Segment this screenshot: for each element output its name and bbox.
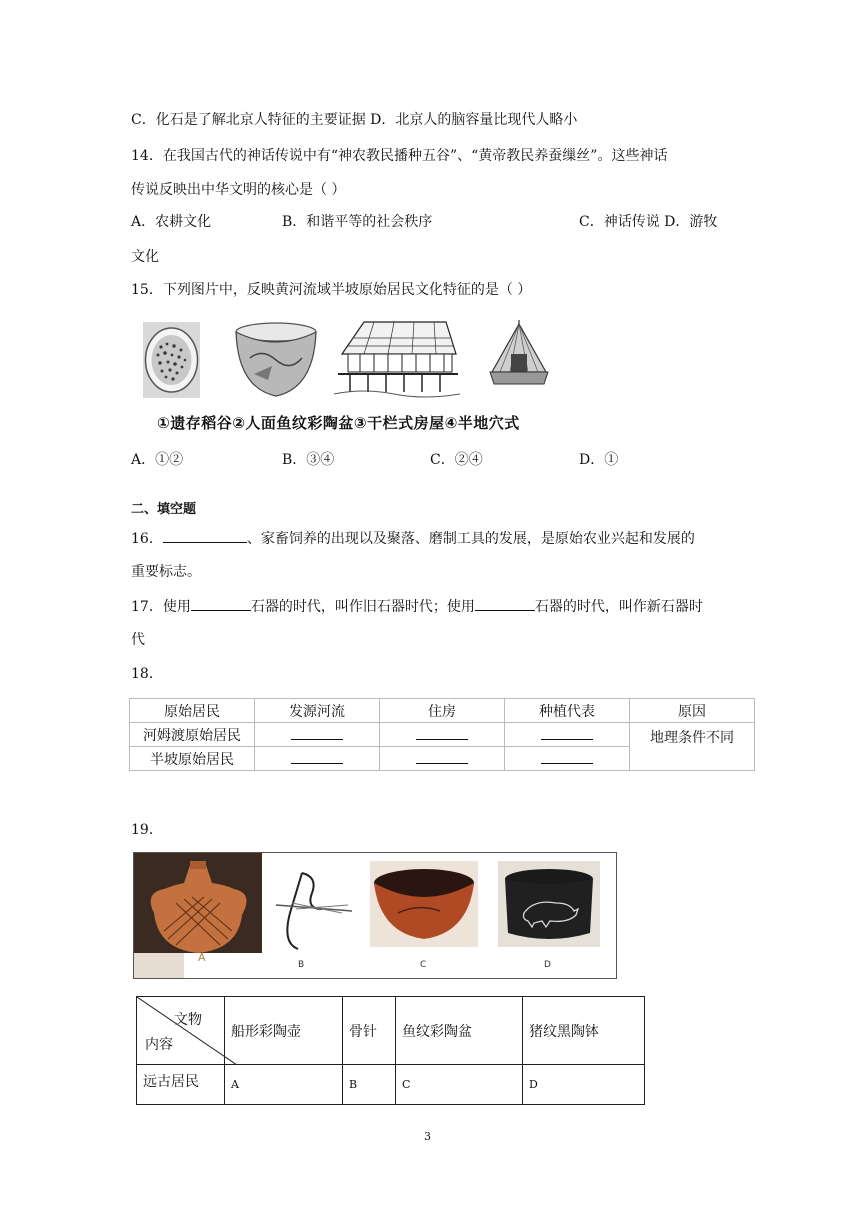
table-cell: C [396,1065,523,1105]
q16-blank [163,528,247,543]
q19-number: 19． [131,822,163,838]
q17-blank-2 [475,596,535,611]
answer-blank [416,749,468,764]
q16-line2: 重要标志。 [131,564,201,580]
painted-pottery-basin-image [232,318,320,400]
answer-blank [291,725,343,740]
table-row [130,723,755,747]
corner-top-label: 文物 [174,1012,202,1028]
q16-line1 [131,528,695,549]
q15-stem: 15．下列图片中，反映黄河流域半坡原始居民文化特征的是（ ） [131,282,532,298]
q16-text: 、家畜饲养的出现以及聚落、磨制工具的发展，是原始农业兴起和发展的 [246,531,695,547]
answer-blank-cell [380,747,505,771]
pig-pattern-black-pottery-image [494,853,606,978]
q19-artifact-strip [133,852,617,979]
header-cell: 发源河流 [255,699,380,723]
table-cell: A [225,1065,343,1105]
q16-number: 16． [131,531,163,547]
page-number: 3 [424,1130,431,1143]
answer-blank-cell [505,747,630,771]
rice-grains-image [143,322,200,398]
q17-text-b: 石器的时代，叫作旧石器时代；使用 [250,599,475,615]
row-label: 半坡原始居民 [130,747,255,771]
header-cell: 骨针 [343,997,396,1065]
q14-option-wrap: 文化 [131,249,159,265]
semi-subterranean-house-image [488,320,550,398]
section-heading-fill-blank: 二、填空题 [131,502,197,517]
q15-option-b: B．③④ [282,452,335,468]
bone-needle-image [262,853,362,978]
table-row [137,1065,645,1105]
header-cell: 住房 [380,699,505,723]
table-header-row [130,699,755,723]
table-cell: B [343,1065,396,1105]
row-label: 远古居民 [137,1065,225,1105]
q14-option-a: A．农耕文化 [131,214,212,230]
q14-option-b: B．和谐平等的社会秩序 [282,214,433,230]
answer-blank [541,749,593,764]
fish-pattern-basin-image [368,853,480,978]
q14-option-cd: C．神话传说 D．游牧 [579,214,718,230]
q18-number: 18． [131,666,163,682]
artifact-a-label: A [198,951,206,964]
corner-bottom-label: 内容 [145,1037,173,1053]
boat-shaped-pottery-image [134,853,262,978]
q15-option-d: D．① [579,452,619,468]
q14-stem-line2: 传说反映出中华文明的核心是（ ） [131,182,346,198]
q17-blank-1 [191,596,251,611]
artifact-d-label: D [544,960,551,970]
diagonal-header-cell [137,997,225,1065]
answer-blank-cell [255,747,380,771]
q15-image-caption: ①遗存稻谷②人面鱼纹彩陶盆③干栏式房屋④半地穴式 [157,414,520,432]
q15-option-c: C．②④ [430,452,483,468]
q17-text-c: 石器的时代，叫作新石器时 [534,599,703,615]
answer-blank [416,725,468,740]
table-cell: D [523,1065,645,1105]
diagonal-line [137,997,237,1065]
q17-line2: 代 [131,632,145,648]
table-header-row [137,997,645,1065]
header-cell: 船形彩陶壶 [225,997,343,1065]
header-cell: 原因 [630,699,755,723]
artifact-b-label: B [298,960,305,970]
q14-stem-line1: 14．在我国古代的神话传说中有“神农教民播种五谷”、“黄帝教民养蚕缫丝”。这些神话 [131,148,668,164]
header-cell: 鱼纹彩陶盆 [396,997,523,1065]
header-cell: 猪纹黑陶钵 [523,997,645,1065]
q17-text-a: 17．使用 [131,599,191,615]
reason-cell: 地理条件不同 [630,723,755,771]
q19-table [136,996,645,1105]
answer-blank-cell [255,723,380,747]
answer-blank [291,749,343,764]
q13-options-cd: C．化石是了解北京人特征的主要证据 D．北京人的脑容量比现代人略小 [131,112,578,128]
q17-line1 [131,596,703,617]
stilt-house-image [334,318,460,398]
q15-option-a: A．①② [131,452,184,468]
header-cell: 种植代表 [505,699,630,723]
answer-blank-cell [505,723,630,747]
answer-blank-cell [380,723,505,747]
header-cell: 原始居民 [130,699,255,723]
q18-table [129,698,755,771]
row-label: 河姆渡原始居民 [130,723,255,747]
answer-blank [541,725,593,740]
artifact-c-label: C [420,960,427,970]
